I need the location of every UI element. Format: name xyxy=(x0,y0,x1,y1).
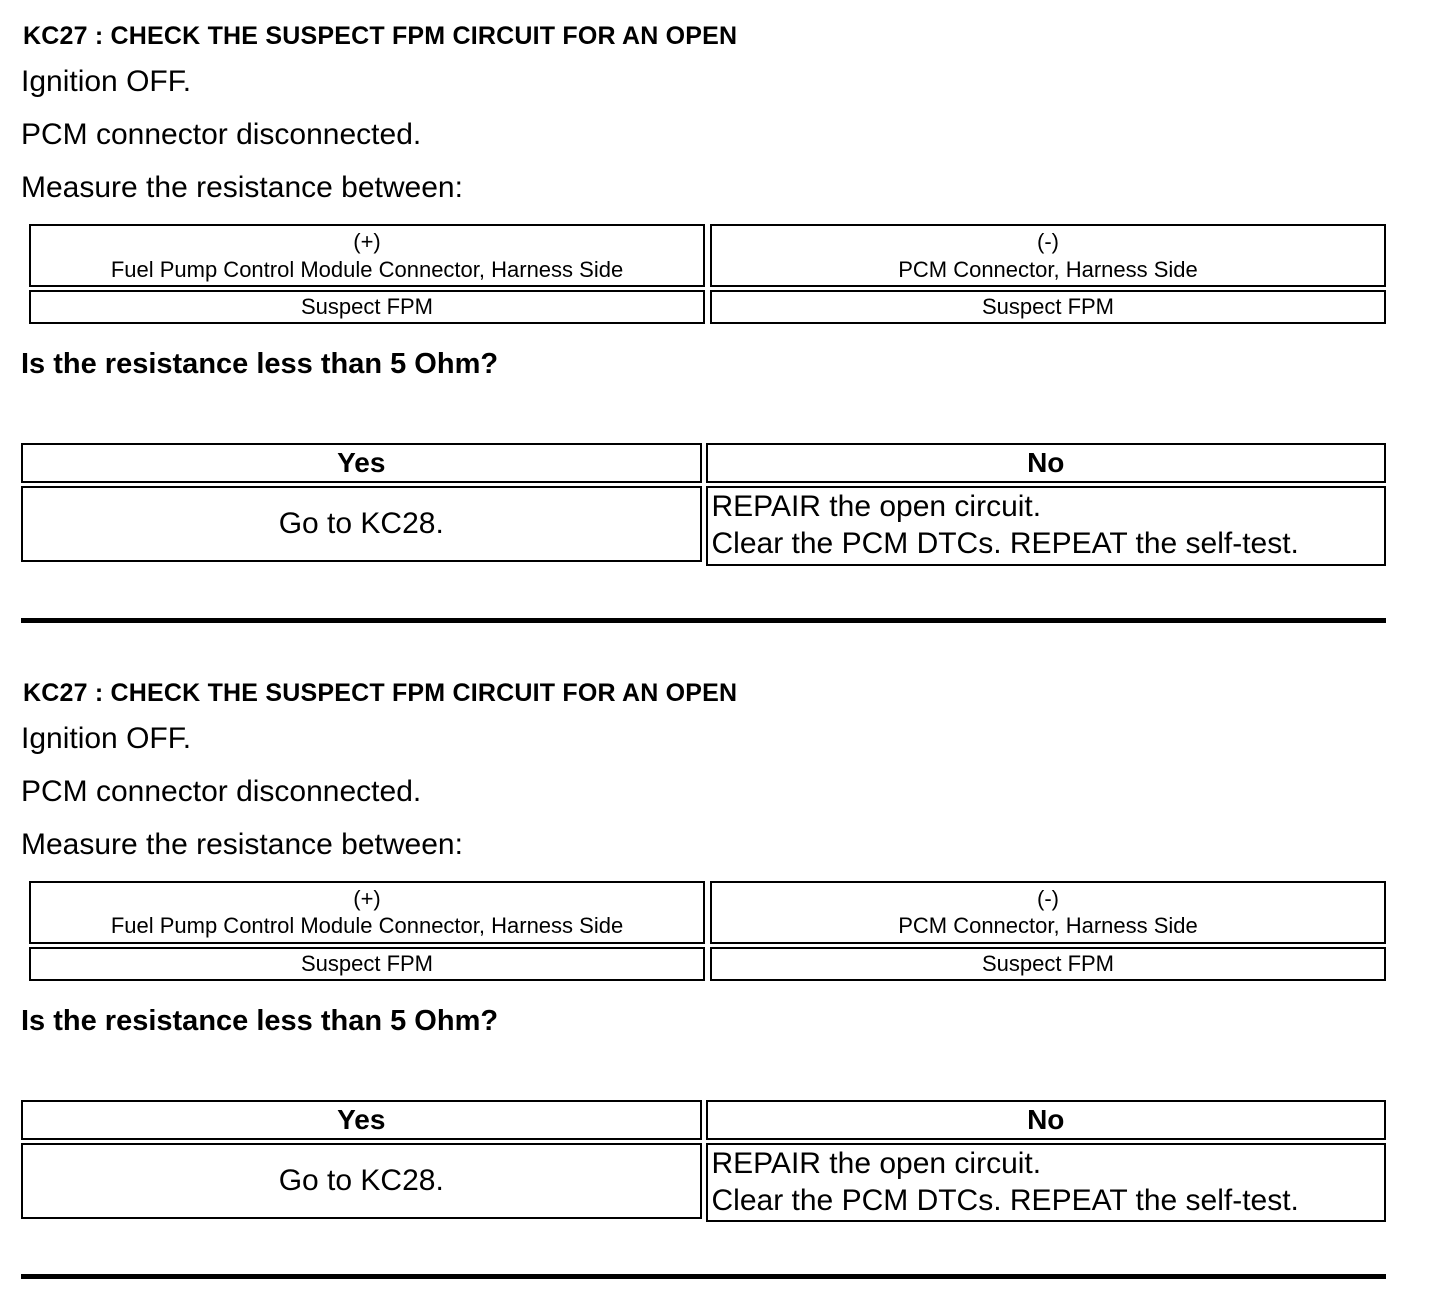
yes-header-cell: Yes xyxy=(21,1100,702,1140)
measurement-table xyxy=(29,881,1386,981)
result-table xyxy=(21,443,1386,565)
pinpoint-test-section-2 xyxy=(21,679,1386,1280)
pinpoint-test-section-1 xyxy=(21,22,1386,623)
yes-action-cell: Go to KC28. xyxy=(21,486,702,562)
no-action-line: REPAIR the open circuit. xyxy=(711,1146,1042,1180)
section-divider xyxy=(21,1274,1386,1279)
section-heading: KC27 : CHECK THE SUSPECT FPM CIRCUIT FOR AN OPEN xyxy=(23,678,738,707)
no-action-cell xyxy=(706,1143,1387,1222)
result-table xyxy=(21,1100,1386,1222)
polarity-sign: (+) xyxy=(353,885,381,911)
instruction-line: PCM connector disconnected. xyxy=(21,774,422,808)
yes-column xyxy=(21,443,702,565)
no-column xyxy=(706,443,1387,565)
no-header-cell: No xyxy=(706,1100,1387,1140)
yes-column xyxy=(21,1100,702,1222)
negative-header-cell xyxy=(710,881,1386,944)
section-divider xyxy=(21,618,1386,623)
test-question: Is the resistance less than 5 Ohm? xyxy=(21,348,499,381)
test-question: Is the resistance less than 5 Ohm? xyxy=(21,1004,499,1037)
measurement-negative-column xyxy=(710,224,1386,324)
no-column xyxy=(706,1100,1387,1222)
connector-name: Fuel Pump Control Module Connector, Harness Side xyxy=(110,256,624,282)
no-action-line: Clear the PCM DTCs. REPEAT the self-test. xyxy=(711,526,1299,560)
instruction-line: Ignition OFF. xyxy=(21,65,192,98)
no-action-line: REPAIR the open circuit. xyxy=(711,490,1042,524)
circuit-name-cell: Suspect FPM xyxy=(29,947,705,981)
connector-name: PCM Connector, Harness Side xyxy=(898,913,1198,939)
measurement-positive-column xyxy=(29,881,705,981)
connector-name: Fuel Pump Control Module Connector, Harness Side xyxy=(110,913,624,939)
measurement-positive-column xyxy=(29,224,705,324)
no-action-cell xyxy=(706,486,1387,565)
no-action-line: Clear the PCM DTCs. REPEAT the self-test. xyxy=(711,1183,1299,1217)
positive-header-cell xyxy=(29,224,705,287)
instruction-line: PCM connector disconnected. xyxy=(21,118,422,151)
instruction-line: Ignition OFF. xyxy=(21,721,192,755)
polarity-sign: (-) xyxy=(1037,229,1059,254)
instruction-line: Measure the resistance between: xyxy=(21,171,463,204)
yes-action-cell: Go to KC28. xyxy=(21,1143,702,1219)
measurement-table xyxy=(29,224,1386,324)
positive-header-cell xyxy=(29,881,705,944)
no-header-cell: No xyxy=(706,443,1387,483)
section-heading: KC27 : CHECK THE SUSPECT FPM CIRCUIT FOR AN OPEN xyxy=(23,22,738,50)
yes-header-cell: Yes xyxy=(21,443,702,483)
polarity-sign: (-) xyxy=(1037,885,1059,911)
circuit-name-cell: Suspect FPM xyxy=(710,290,1386,324)
instruction-line: Measure the resistance between: xyxy=(21,827,463,861)
connector-name: PCM Connector, Harness Side xyxy=(898,256,1198,282)
measurement-negative-column xyxy=(710,881,1386,981)
negative-header-cell xyxy=(710,224,1386,287)
circuit-name-cell: Suspect FPM xyxy=(710,947,1386,981)
circuit-name-cell: Suspect FPM xyxy=(29,290,705,324)
polarity-sign: (+) xyxy=(353,229,381,254)
